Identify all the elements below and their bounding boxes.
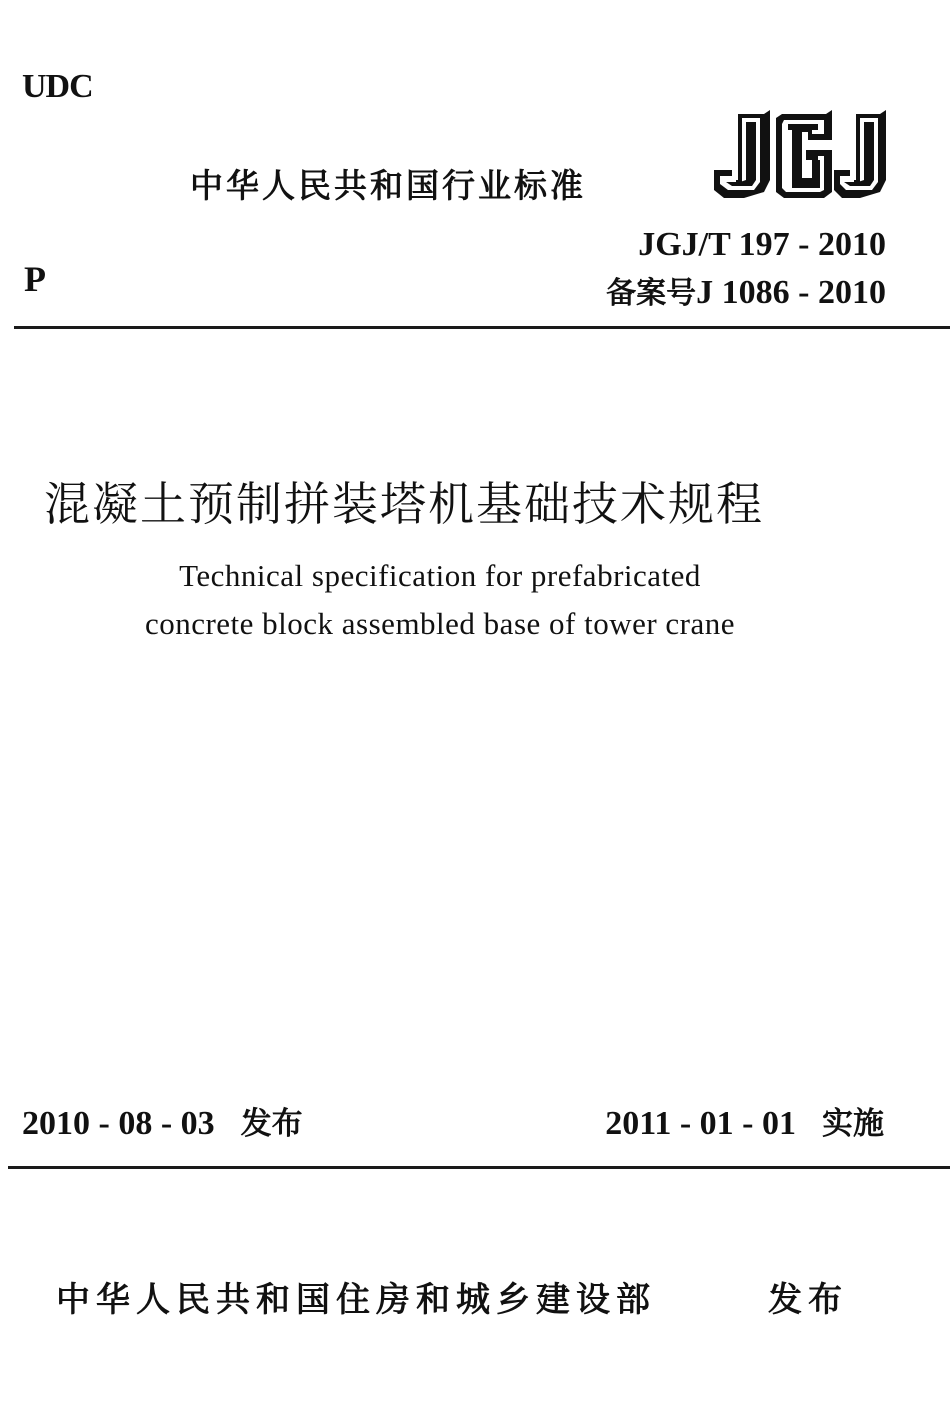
jgj-logo	[708, 110, 890, 202]
standard-number: JGJ/T 197 - 2010	[638, 226, 886, 263]
publisher: 中华人民共和国住房和城乡建设部	[56, 1280, 656, 1320]
effective-label: 实施	[822, 1106, 884, 1142]
top-divider	[14, 326, 950, 329]
title-english-line1: Technical specification for prefabricated	[179, 558, 701, 593]
udc-label: UDC	[22, 68, 93, 105]
bottom-divider	[8, 1166, 950, 1169]
standard-category: 中华人民共和国行业标准	[190, 166, 586, 205]
record-label: 备案号	[606, 276, 697, 311]
record-number-line	[606, 268, 886, 312]
issue-date-line	[22, 1098, 303, 1143]
publisher-action: 发布	[768, 1280, 848, 1320]
logo-letter-j2	[834, 110, 886, 198]
title-english-line2: concrete block assembled base of tower crane	[144, 606, 736, 641]
title-english	[0, 552, 880, 648]
issue-label: 发布	[240, 1106, 303, 1142]
logo-letter-j1	[714, 110, 770, 198]
classification-code: P	[24, 259, 46, 299]
logo-letter-g	[776, 110, 832, 198]
issue-date: 2010 - 08 - 03	[22, 1105, 215, 1142]
record-number: J 1086 - 2010	[696, 274, 886, 311]
effective-date-line	[605, 1098, 884, 1143]
title-chinese: 混凝土预制拼装塔机基础技术规程	[44, 477, 764, 531]
effective-date: 2011 - 01 - 01	[605, 1105, 796, 1142]
